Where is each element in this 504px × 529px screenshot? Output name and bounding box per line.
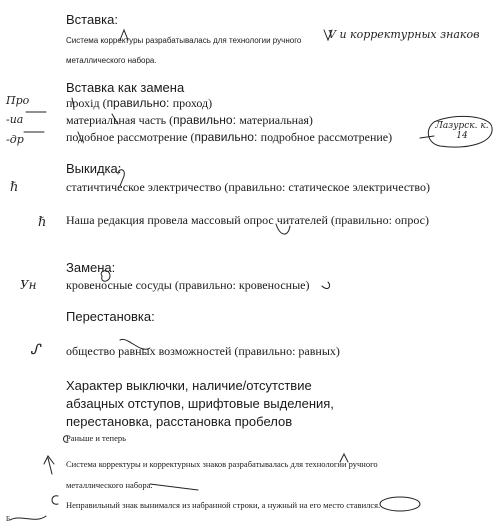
insert-margin-caret: [324, 30, 332, 40]
replace-margin-mark: Ун: [20, 278, 37, 292]
stavilsya-ring: [380, 497, 420, 511]
insert-margin-note: V и корректурных знаков: [328, 28, 480, 41]
delete-heading: Выкидка:: [66, 161, 122, 176]
line2-prefix: материальная часть (: [66, 113, 174, 127]
margin-mark-3: -др: [6, 133, 24, 146]
replace-heading: Замена:: [66, 260, 116, 275]
bottom-swash: [10, 516, 46, 520]
line1-label: правильно:: [106, 96, 170, 110]
delete-mark-2: ℏ: [38, 215, 47, 230]
delete-loop-1: [118, 170, 124, 186]
replace-hook: [322, 282, 330, 289]
example-line-1: Раньше и теперь: [66, 433, 126, 443]
delete-line-2: Наша редакция провела массовый опрос читателей (правильно: опрос): [66, 213, 429, 227]
example-line-2: Система корректуры и корректурных знаков разрабатывалась для технологии ручного: [66, 459, 378, 469]
replace-ring: [101, 271, 110, 282]
margin-mark-2: -иа: [6, 113, 24, 126]
line1-prefix: прохід (: [66, 96, 107, 110]
line2-label: правильно:: [173, 113, 236, 127]
boxed-note-outline: [428, 116, 492, 147]
strike-material: [112, 114, 118, 124]
page-footer-mark: Б: [6, 515, 11, 523]
strike-prohid: [72, 98, 74, 108]
line3-correct: подробное рассмотрение): [260, 130, 393, 144]
summary-heading: Характер выключки, наличие/отсутствие абзацных отступов, шрифтовые выделения, перестановка, расстановка пробелов: [66, 378, 334, 429]
example-line-4-end: ставился.: [346, 500, 381, 510]
paragraph-hook-1: [64, 436, 69, 443]
transpose-swash: [120, 339, 150, 349]
margin-mark-1: Про: [6, 94, 30, 107]
example-line-4-text: Неправильный знак вынимался из набранной строки, а нужный на его место: [66, 500, 345, 510]
example-caret: [340, 454, 348, 462]
insert-text: Система корректуры разрабатывалась для технологии ручного металлического набора.: [66, 36, 302, 65]
insert-heading: Вставка:: [66, 12, 118, 27]
boxed-note: Лазурск. к. 14: [435, 121, 489, 141]
delete-loop-2: [276, 224, 290, 234]
paragraph-hook-2: [52, 496, 58, 504]
strike-podobnoe: [78, 132, 82, 142]
delete-mark-1: ℏ: [10, 180, 19, 195]
transpose-line: общество равных возможностей (правильно: равных): [66, 344, 340, 358]
transpose-heading: Перестановка:: [66, 309, 155, 324]
insert-caret-mark: [120, 30, 128, 40]
example-tail: [150, 484, 198, 490]
line2-correct: материальная): [239, 113, 313, 127]
transpose-mark: ᔑ: [30, 342, 40, 358]
line1-correct: проход): [172, 96, 213, 110]
replace-line: кровеносные сосуды (правильно: кровеносные): [66, 278, 310, 292]
insert-replace-heading: Вставка как замена: [66, 80, 185, 95]
line3-label: правильно:: [194, 130, 258, 144]
example-line-3: металлического набора.: [66, 480, 153, 490]
insert-arrow-example: [44, 456, 54, 474]
delete-line-1: статичтическое электричество (правильно: статическое электричество): [66, 180, 430, 194]
boxed-note-arrow: [420, 136, 434, 138]
line3-prefix: подобное рассмотрение (: [66, 130, 195, 144]
